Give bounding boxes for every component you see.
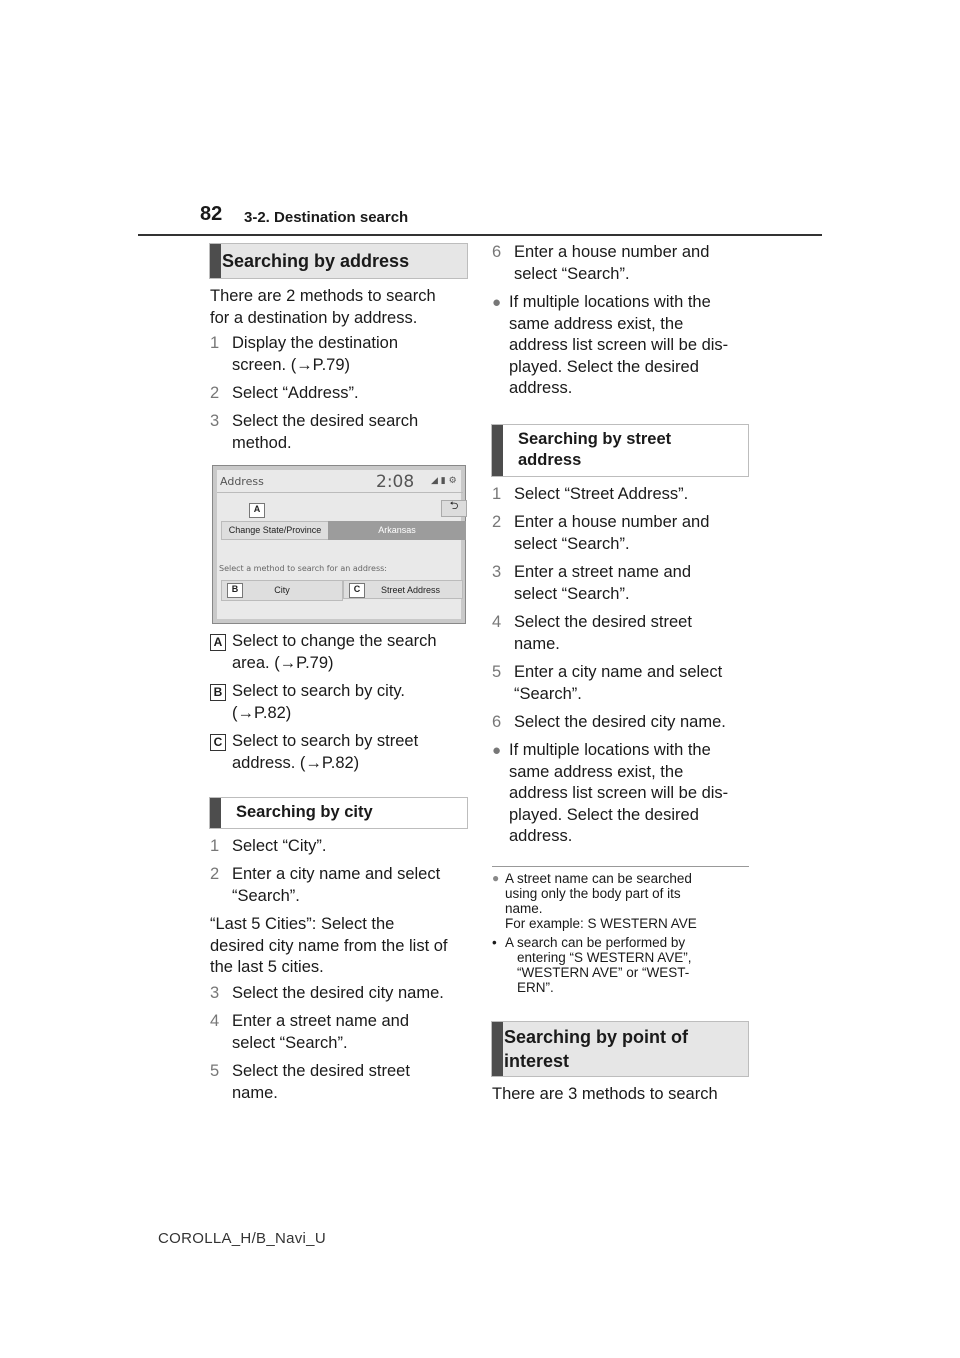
step-text [514, 562, 691, 605]
change-state-button: Change State/Province [221, 521, 329, 540]
text-line: same address exist, the [509, 314, 684, 333]
last5-paragraph [210, 914, 448, 979]
text-line: Enter a city name and select [232, 865, 441, 883]
heading-bar [492, 425, 503, 476]
step-item [210, 383, 470, 405]
text-line: Select to search by city. [232, 682, 406, 700]
text-line: Enter a street name and [514, 563, 692, 581]
bullet-icon: ● [492, 294, 502, 311]
step-number: 6 [492, 713, 502, 731]
text-line: Select to change the search [232, 632, 437, 650]
screen-clock: 2:08 [376, 472, 415, 492]
text-line: A search can be performed by [505, 935, 686, 950]
step-number: 5 [492, 663, 502, 681]
signal-icon: ◢ ▮ ⚙ [431, 476, 457, 486]
bullet-text [509, 740, 728, 848]
text-line: Enter a city name and select [514, 663, 723, 681]
text-line: played. Select the desired [509, 357, 699, 376]
step-number: 3 [210, 412, 220, 430]
text-line: screen. (→P.79) [232, 355, 350, 374]
step-number: 1 [210, 837, 220, 855]
text-line: entering “S WESTERN AVE”, [517, 950, 692, 965]
step-text [514, 662, 722, 705]
text-line: select “Search”. [514, 584, 630, 603]
text-line: For example: S WESTERN AVE [505, 916, 697, 931]
callout-tag: C [210, 734, 226, 751]
header-rule [138, 234, 822, 236]
step-number: 2 [210, 865, 220, 883]
text-line: Select the desired street [514, 613, 692, 631]
text-line: method. [232, 433, 292, 452]
step-item [492, 484, 752, 506]
step-item [210, 411, 470, 455]
callout-text [232, 681, 405, 724]
step-number: 2 [492, 513, 502, 531]
step-item [492, 662, 752, 706]
street-address-button: Street Address [343, 580, 463, 599]
step-item [492, 512, 752, 556]
heading-bar [210, 798, 221, 828]
heading-searching-by-address [209, 243, 468, 279]
step-item [492, 612, 752, 656]
step-text: Select “City”. [232, 837, 327, 855]
text-line: A street name can be searched [505, 871, 692, 886]
heading-text: Searching by address [222, 251, 410, 271]
callout-item [210, 731, 470, 775]
text-line: address. [509, 379, 573, 397]
back-icon: ⮌ [441, 500, 467, 517]
step-text [232, 411, 418, 454]
text-line: same address exist, the [509, 762, 684, 781]
text-line: “Search”. [514, 684, 582, 703]
text-line: interest [504, 1051, 570, 1071]
step-number: 1 [210, 334, 220, 352]
city-button: City [221, 580, 343, 601]
footer-model-code: COROLLA_H/B_Navi_U [158, 1230, 326, 1247]
note-bullet-icon: ● [492, 871, 500, 885]
text-line: “WESTERN AVE” or “WEST- [517, 965, 690, 980]
poi-intro: There are 3 methods to search [492, 1085, 718, 1103]
note-divider [492, 866, 749, 867]
step-number: 6 [492, 243, 502, 261]
text-line: Searching by point of [504, 1027, 689, 1047]
text-line: select “Search”. [514, 264, 630, 283]
text-line: area. (→P.79) [232, 653, 334, 672]
text-line: Select the desired street [232, 1062, 410, 1080]
note-sub-text [505, 935, 692, 995]
screen-label-a: A [249, 503, 265, 518]
step-text [514, 512, 709, 555]
heading-bar [492, 1022, 503, 1076]
text-line: (→P.82) [232, 703, 292, 722]
text-line: select “Search”. [514, 534, 630, 553]
text-line: Enter a house number and [514, 243, 710, 261]
text-line: address list screen will be dis- [509, 784, 729, 802]
text-line: for a destination by address. [210, 308, 418, 327]
step-text [514, 242, 709, 285]
text-line: select “Search”. [232, 1033, 348, 1052]
heading-bar [210, 244, 221, 278]
address-screen-image [212, 465, 466, 624]
step-item [210, 1061, 470, 1105]
step-number: 4 [210, 1012, 220, 1030]
step-text [514, 612, 692, 655]
text-line: name. [232, 1083, 278, 1102]
callout-text [232, 631, 437, 674]
callout-tag: A [210, 634, 226, 651]
step-number: 3 [492, 563, 502, 581]
step-item [492, 562, 752, 606]
text-line: “Last 5 Cities”: Select the [210, 915, 395, 933]
callout-text [232, 731, 418, 774]
text-line: If multiple locations with the [509, 293, 711, 311]
text-line: “Search”. [232, 886, 300, 905]
screen-prompt: Select a method to search for an address: [219, 564, 387, 573]
bullet-icon: ● [492, 742, 502, 759]
heading-searching-by-street-address [491, 424, 749, 477]
heading-searching-by-poi [491, 1021, 749, 1077]
heading-text [518, 429, 671, 471]
bullet-text [509, 292, 728, 400]
screen-divider [217, 492, 463, 493]
text-line: Enter a house number and [514, 513, 710, 531]
step-number: 4 [492, 613, 502, 631]
text-line: address. (→P.82) [232, 753, 360, 772]
text-line: If multiple locations with the [509, 741, 711, 759]
screen-surface [217, 470, 461, 619]
page-number: 82 [200, 203, 223, 225]
step-item [210, 983, 470, 1005]
step-number: 3 [210, 984, 220, 1002]
bullet-item [492, 292, 752, 402]
step-item [492, 242, 752, 286]
text-line: Select the desired search [232, 412, 419, 430]
text-line: desired city name from the list of [210, 936, 448, 955]
text-line: Display the destination [232, 334, 399, 352]
step-item [210, 333, 470, 377]
heading-searching-by-city [209, 797, 468, 829]
text-line: Searching by street [518, 430, 672, 448]
heading-text: Searching by city [236, 803, 373, 821]
step-text [232, 1011, 409, 1054]
screen-label-b: B [227, 583, 243, 598]
callout-tag: B [210, 684, 226, 701]
text-line: the last 5 cities. [210, 958, 324, 976]
step-text [232, 1061, 410, 1104]
step-number: 5 [210, 1062, 220, 1080]
step-text [232, 333, 398, 376]
step-item [492, 712, 752, 734]
text-line: name. [514, 634, 560, 653]
step-item [210, 1011, 470, 1055]
text-line: address list screen will be dis- [509, 336, 729, 354]
text-line: Select to search by street [232, 732, 419, 750]
intro-paragraph [210, 286, 436, 329]
text-line: Enter a street name and [232, 1012, 410, 1030]
note-text [505, 871, 697, 931]
heading-text [504, 1025, 688, 1073]
step-number: 1 [492, 485, 502, 503]
text-line: ERN”. [517, 980, 554, 995]
step-text: Select “Street Address”. [514, 485, 689, 503]
step-item [210, 864, 470, 908]
step-item [210, 836, 470, 858]
text-line: using only the body part of its [505, 886, 681, 901]
step-number: 2 [210, 384, 220, 402]
step-text: Select the desired city name. [514, 713, 726, 731]
step-text: Select the desired city name. [232, 984, 444, 1002]
text-line: address. [509, 827, 573, 845]
text-line: address [518, 451, 582, 469]
section-title: 3-2. Destination search [244, 209, 409, 226]
state-value: Arkansas [328, 521, 466, 540]
callout-item [210, 681, 470, 725]
text-line: There are 2 methods to search [210, 287, 436, 305]
text-line: name. [505, 901, 543, 916]
note-sub-bullet: • [492, 935, 497, 950]
bullet-item [492, 740, 752, 850]
screen-title: Address [220, 475, 264, 488]
step-text [232, 864, 440, 907]
text-line: played. Select the desired [509, 805, 699, 824]
callout-item [210, 631, 470, 675]
step-text: Select “Address”. [232, 384, 359, 402]
screen-label-c: C [349, 583, 365, 598]
